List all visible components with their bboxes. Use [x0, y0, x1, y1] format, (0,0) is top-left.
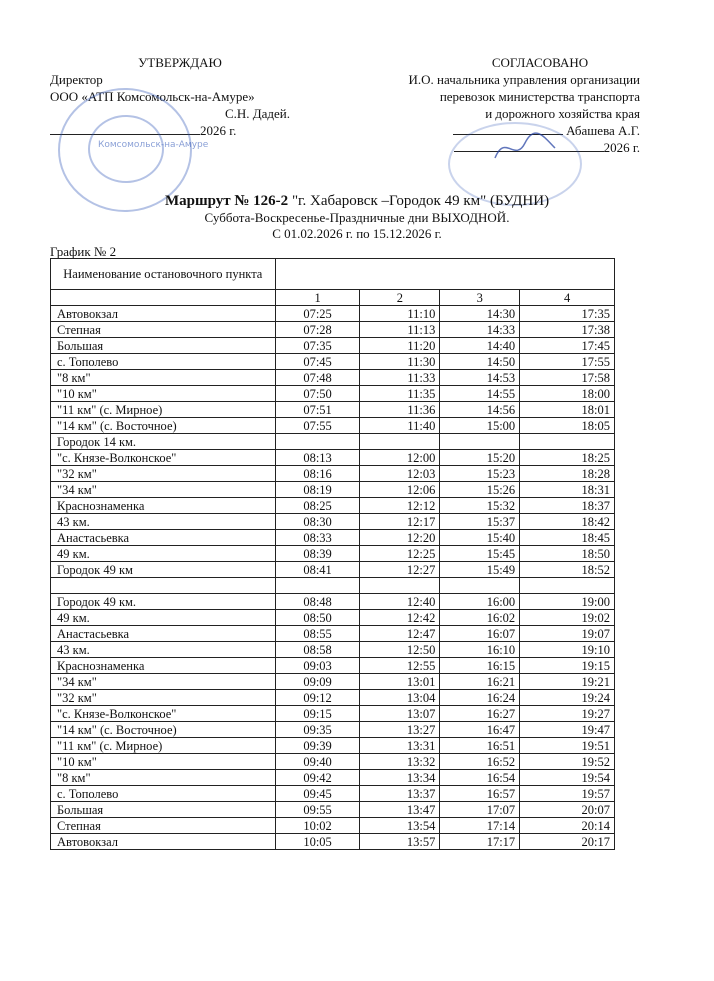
route-days: Суббота-Воскресенье-Праздничные дни ВЫХОДНОЙ.	[204, 210, 510, 225]
departure-time: 16:21	[440, 674, 520, 690]
stop-name: с. Тополево	[51, 354, 276, 370]
empty-cell	[440, 578, 520, 594]
table-row	[51, 498, 615, 514]
departure-time: 10:02	[275, 818, 360, 834]
stop-name: "с. Князе-Волконское"	[51, 450, 276, 466]
table-row	[51, 674, 615, 690]
stop-name: 43 км.	[51, 642, 276, 658]
departure-time: 11:10	[360, 306, 440, 322]
departure-time: 15:32	[440, 498, 520, 514]
departure-time: 08:13	[275, 450, 360, 466]
table-row	[51, 690, 615, 706]
departure-time: 20:07	[520, 802, 615, 818]
table-row	[51, 514, 615, 530]
stop-name: "11 км" (с. Мирное)	[51, 402, 276, 418]
departure-time: 08:39	[275, 546, 360, 562]
stop-name: Автовокзал	[51, 834, 276, 850]
departure-time: 11:30	[360, 354, 440, 370]
departure-time: 14:53	[440, 370, 520, 386]
departure-time: 09:42	[275, 770, 360, 786]
trip-number: 2	[360, 290, 440, 306]
departure-time: 07:51	[275, 402, 360, 418]
table-row	[51, 722, 615, 738]
separator-row	[51, 578, 615, 594]
trip-number-blank	[51, 290, 276, 306]
stop-name: Большая	[51, 802, 276, 818]
departure-time: 12:06	[360, 482, 440, 498]
departure-time: 07:45	[275, 354, 360, 370]
departure-time: 14:40	[440, 338, 520, 354]
departure-time: 08:48	[275, 594, 360, 610]
departure-time: 17:17	[440, 834, 520, 850]
stop-name: "10 км"	[51, 754, 276, 770]
departure-time: 08:41	[275, 562, 360, 578]
departure-time: 19:47	[520, 722, 615, 738]
departure-time: 14:30	[440, 306, 520, 322]
table-row	[51, 658, 615, 674]
stop-name: 43 км.	[51, 514, 276, 530]
departure-time: 08:16	[275, 466, 360, 482]
stop-name: Большая	[51, 338, 276, 354]
departure-time: 18:28	[520, 466, 615, 482]
departure-time: 13:47	[360, 802, 440, 818]
departure-time: 08:58	[275, 642, 360, 658]
departure-time: 12:47	[360, 626, 440, 642]
table-row	[51, 306, 615, 322]
route-period: С 01.02.2026 г. по 15.12.2026 г.	[272, 226, 442, 241]
trip-number-row	[51, 290, 615, 306]
table-row	[51, 594, 615, 610]
departure-time: 18:05	[520, 418, 615, 434]
departure-time: 19:07	[520, 626, 615, 642]
departure-time: 12:03	[360, 466, 440, 482]
stop-name: "11 км" (с. Мирное)	[51, 738, 276, 754]
trip-number: 1	[275, 290, 360, 306]
departure-time: 12:25	[360, 546, 440, 562]
departure-time: 17:14	[440, 818, 520, 834]
departure-time: 18:25	[520, 450, 615, 466]
stop-name: Степная	[51, 322, 276, 338]
table-row	[51, 402, 615, 418]
departure-time: 12:55	[360, 658, 440, 674]
company-seal-text: Комсомольск-на-Амуре	[98, 140, 209, 150]
table-row	[51, 546, 615, 562]
table-row	[51, 370, 615, 386]
empty-cell	[51, 578, 276, 594]
departure-time: 19:54	[520, 770, 615, 786]
empty-cell	[275, 578, 360, 594]
departure-time: 12:20	[360, 530, 440, 546]
departure-time: 19:52	[520, 754, 615, 770]
departure-time: 19:57	[520, 786, 615, 802]
departure-time: 08:19	[275, 482, 360, 498]
departure-time: 11:36	[360, 402, 440, 418]
departure-time: 12:50	[360, 642, 440, 658]
departure-time: 16:47	[440, 722, 520, 738]
stop-name: Степная	[51, 818, 276, 834]
departure-time: 14:56	[440, 402, 520, 418]
table-row	[51, 418, 615, 434]
approval-left-date: 2026 г.	[200, 123, 237, 138]
table-header-row	[51, 259, 615, 290]
title-block	[0, 192, 714, 242]
empty-cell	[520, 578, 615, 594]
departure-time: 13:04	[360, 690, 440, 706]
departure-time: 07:50	[275, 386, 360, 402]
departure-time: 18:50	[520, 546, 615, 562]
departure-time: 16:10	[440, 642, 520, 658]
route-label: Маршрут № 126-2	[164, 193, 289, 209]
departure-time: 16:24	[440, 690, 520, 706]
departure-time: 09:39	[275, 738, 360, 754]
table-row	[51, 482, 615, 498]
table-row	[51, 642, 615, 658]
stop-name: Городок 49 км.	[51, 594, 276, 610]
trip-number: 3	[440, 290, 520, 306]
departure-time: 08:30	[275, 514, 360, 530]
header-blank	[275, 259, 614, 290]
departure-time: 14:33	[440, 322, 520, 338]
departure-time: 12:00	[360, 450, 440, 466]
departure-time	[440, 434, 520, 450]
departure-time: 15:49	[440, 562, 520, 578]
approval-left-position: Директор	[50, 72, 103, 87]
departure-time: 18:01	[520, 402, 615, 418]
departure-time: 07:48	[275, 370, 360, 386]
departure-time: 19:00	[520, 594, 615, 610]
approval-right-signer: Абашева А.Г.	[566, 123, 640, 138]
departure-time: 19:02	[520, 610, 615, 626]
departure-time: 13:27	[360, 722, 440, 738]
departure-time: 07:28	[275, 322, 360, 338]
departure-time: 07:55	[275, 418, 360, 434]
departure-time: 17:07	[440, 802, 520, 818]
departure-time: 13:07	[360, 706, 440, 722]
stop-name: "10 км"	[51, 386, 276, 402]
table-row	[51, 386, 615, 402]
departure-time: 15:20	[440, 450, 520, 466]
departure-time: 18:31	[520, 482, 615, 498]
departure-time: 20:17	[520, 834, 615, 850]
stop-name: Краснознаменка	[51, 498, 276, 514]
approval-right-date: 2026 г.	[603, 140, 640, 155]
departure-time: 17:35	[520, 306, 615, 322]
table-row	[51, 338, 615, 354]
table-row	[51, 322, 615, 338]
departure-time: 13:32	[360, 754, 440, 770]
stop-name: "34 км"	[51, 482, 276, 498]
departure-time: 16:02	[440, 610, 520, 626]
departure-time: 13:34	[360, 770, 440, 786]
timetable	[50, 258, 615, 850]
stop-name: "34 км"	[51, 674, 276, 690]
approval-left-company: ООО «АТП Комсомольск-на-Амуре»	[50, 89, 255, 104]
stop-name: "14 км" (с. Восточное)	[51, 722, 276, 738]
table-row	[51, 706, 615, 722]
departure-time: 19:21	[520, 674, 615, 690]
table-row	[51, 834, 615, 850]
departure-time: 11:35	[360, 386, 440, 402]
stop-name: "8 км"	[51, 770, 276, 786]
departure-time: 18:42	[520, 514, 615, 530]
departure-time: 19:15	[520, 658, 615, 674]
departure-time: 13:57	[360, 834, 440, 850]
departure-time: 20:14	[520, 818, 615, 834]
departure-time: 19:24	[520, 690, 615, 706]
departure-time: 07:25	[275, 306, 360, 322]
table-row	[51, 802, 615, 818]
approval-right-header: СОГЛАСОВАНО	[491, 55, 589, 70]
departure-time: 09:55	[275, 802, 360, 818]
departure-time: 12:17	[360, 514, 440, 530]
departure-time: 18:37	[520, 498, 615, 514]
departure-time: 16:00	[440, 594, 520, 610]
departure-time: 17:58	[520, 370, 615, 386]
departure-time: 12:42	[360, 610, 440, 626]
table-row	[51, 754, 615, 770]
trip-number: 4	[520, 290, 615, 306]
stop-name: Анастасьевка	[51, 626, 276, 642]
departure-time: 12:40	[360, 594, 440, 610]
stop-name: Автовокзал	[51, 306, 276, 322]
stop-name: "8 км"	[51, 370, 276, 386]
departure-time: 13:37	[360, 786, 440, 802]
table-row	[51, 770, 615, 786]
departure-time: 09:35	[275, 722, 360, 738]
stop-name: Анастасьевка	[51, 530, 276, 546]
departure-time: 12:27	[360, 562, 440, 578]
departure-time: 16:07	[440, 626, 520, 642]
departure-time: 15:45	[440, 546, 520, 562]
departure-time: 13:31	[360, 738, 440, 754]
approval-right-department-2: и дорожного хозяйства края	[485, 106, 640, 121]
departure-time	[520, 434, 615, 450]
departure-time: 19:10	[520, 642, 615, 658]
departure-time: 16:57	[440, 786, 520, 802]
departure-time: 11:20	[360, 338, 440, 354]
departure-time: 16:52	[440, 754, 520, 770]
departure-time: 09:03	[275, 658, 360, 674]
table-row	[51, 610, 615, 626]
table-row	[51, 786, 615, 802]
departure-time: 16:54	[440, 770, 520, 786]
departure-time: 09:12	[275, 690, 360, 706]
departure-time	[275, 434, 360, 450]
stop-name: Городок 14 км.	[51, 434, 276, 450]
departure-time: 14:55	[440, 386, 520, 402]
route-name: "г. Хабаровск –Городок 49 км" (БУДНИ)	[288, 193, 550, 209]
empty-cell	[360, 578, 440, 594]
departure-time: 15:40	[440, 530, 520, 546]
departure-time	[360, 434, 440, 450]
departure-time: 08:33	[275, 530, 360, 546]
departure-time: 07:35	[275, 338, 360, 354]
stop-name: "14 км" (с. Восточное)	[51, 418, 276, 434]
stop-name: 49 км.	[51, 610, 276, 626]
departure-time: 18:45	[520, 530, 615, 546]
approval-right-department: перевозок министерства транспорта	[439, 89, 640, 104]
departure-time: 10:05	[275, 834, 360, 850]
departure-time: 12:12	[360, 498, 440, 514]
table-row	[51, 626, 615, 642]
stop-name: "32 км"	[51, 690, 276, 706]
departure-time: 19:51	[520, 738, 615, 754]
table-row	[51, 354, 615, 370]
departure-time: 17:45	[520, 338, 615, 354]
header-stop-name: Наименование остановочного пункта	[51, 259, 276, 290]
departure-time: 15:00	[440, 418, 520, 434]
schedule-label: График № 2	[50, 244, 117, 259]
approval-left-header: УТВЕРЖДАЮ	[138, 55, 222, 70]
table-row	[51, 562, 615, 578]
departure-time: 11:40	[360, 418, 440, 434]
departure-time: 09:09	[275, 674, 360, 690]
departure-time: 15:23	[440, 466, 520, 482]
departure-time: 13:01	[360, 674, 440, 690]
departure-time: 19:27	[520, 706, 615, 722]
departure-time: 09:15	[275, 706, 360, 722]
departure-time: 16:15	[440, 658, 520, 674]
table-row	[51, 818, 615, 834]
departure-time: 16:27	[440, 706, 520, 722]
departure-time: 18:00	[520, 386, 615, 402]
departure-time: 17:38	[520, 322, 615, 338]
table-row	[51, 738, 615, 754]
stop-name: Городок 49 км	[51, 562, 276, 578]
stop-name: "с. Князе-Волконское"	[51, 706, 276, 722]
departure-time: 15:37	[440, 514, 520, 530]
departure-time: 08:55	[275, 626, 360, 642]
table-row	[51, 530, 615, 546]
departure-time: 09:40	[275, 754, 360, 770]
route-title	[0, 192, 714, 210]
table-row	[51, 434, 615, 450]
departure-time: 08:50	[275, 610, 360, 626]
departure-time: 08:25	[275, 498, 360, 514]
departure-time: 11:13	[360, 322, 440, 338]
departure-time: 09:45	[275, 786, 360, 802]
stop-name: "32 км"	[51, 466, 276, 482]
stop-name: 49 км.	[51, 546, 276, 562]
departure-time: 17:55	[520, 354, 615, 370]
stop-name: Краснознаменка	[51, 658, 276, 674]
departure-time: 16:51	[440, 738, 520, 754]
departure-time: 11:33	[360, 370, 440, 386]
stop-name: с. Тополево	[51, 786, 276, 802]
table-row	[51, 466, 615, 482]
departure-time: 14:50	[440, 354, 520, 370]
departure-time: 18:52	[520, 562, 615, 578]
departure-time: 15:26	[440, 482, 520, 498]
departure-time: 13:54	[360, 818, 440, 834]
table-row	[51, 450, 615, 466]
signature-scribble-icon	[490, 128, 560, 168]
approval-left-signer: С.Н. Дадей.	[224, 106, 290, 121]
approval-right-position: И.О. начальника управления организации	[408, 72, 640, 87]
